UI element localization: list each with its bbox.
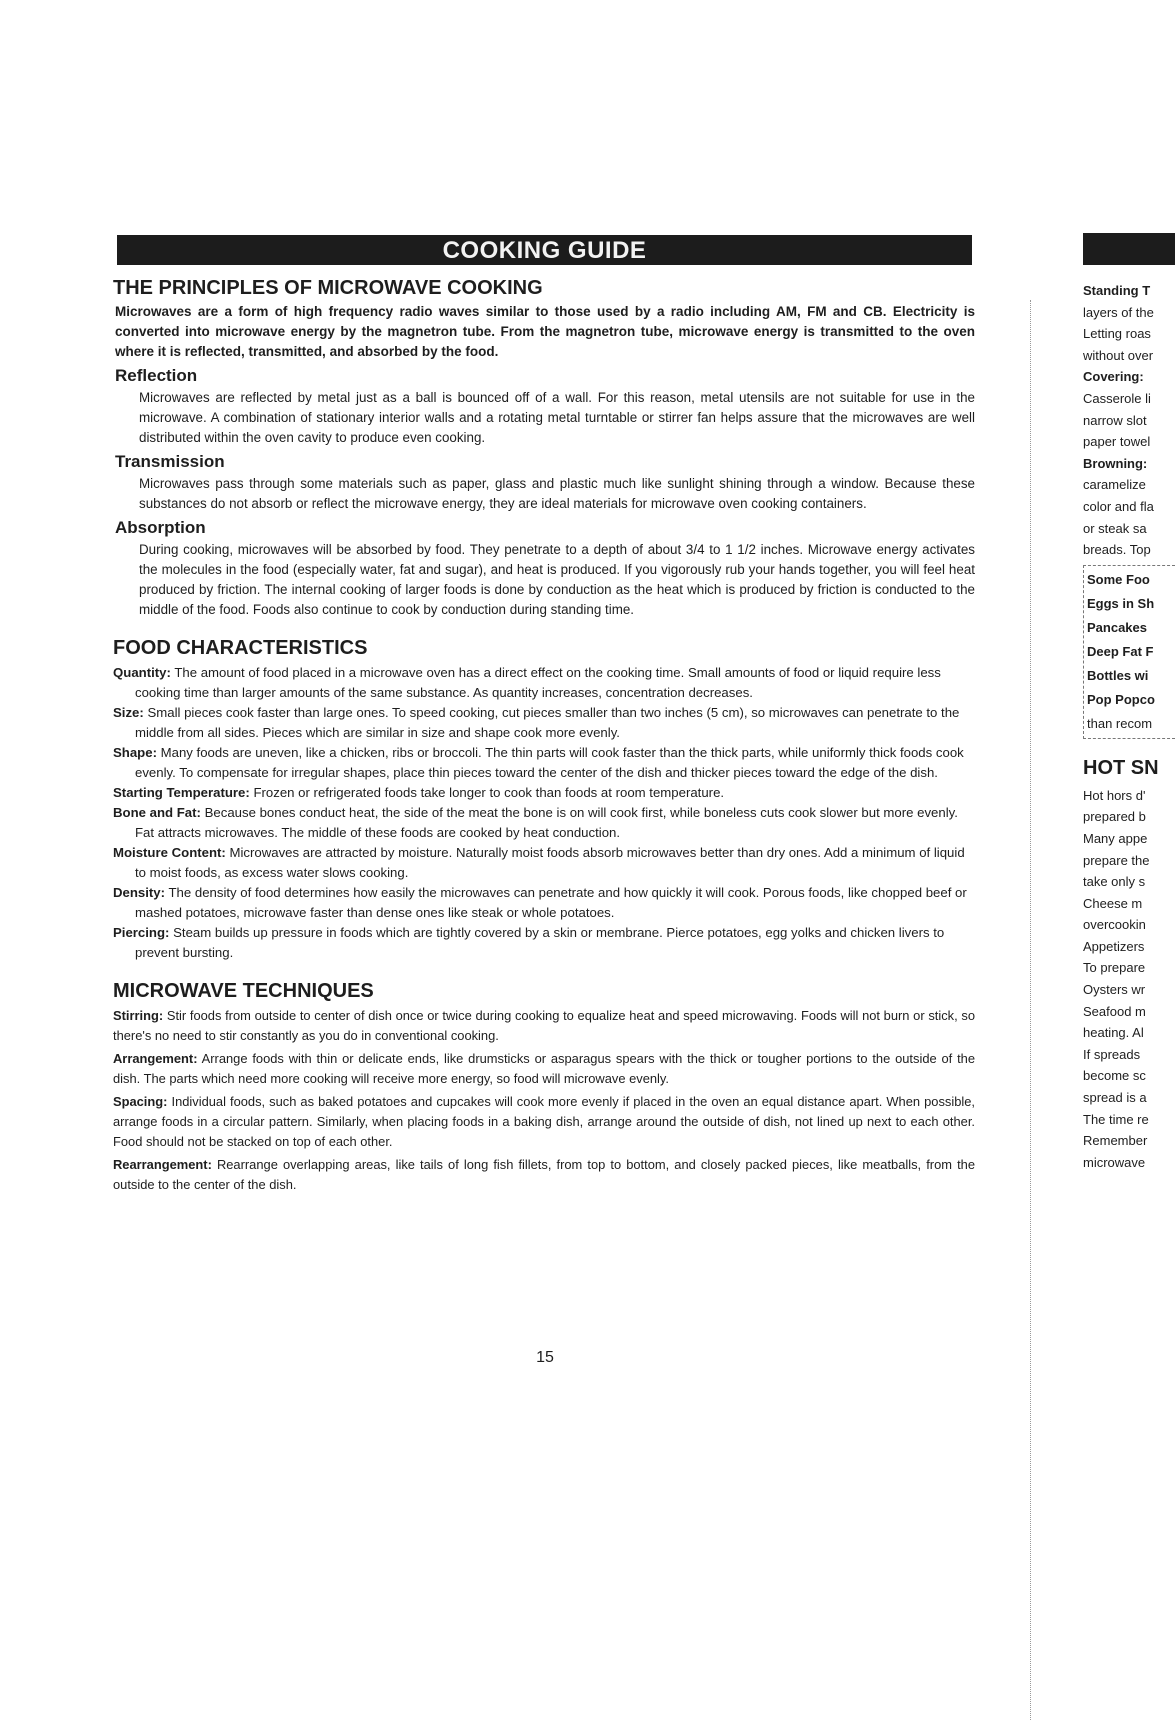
technique-spacing [113,1092,975,1152]
food-item-label: Piercing: [113,925,170,940]
main-content [113,276,975,1195]
side-box-line: Deep Fat F [1087,643,1154,659]
side-box-line: than recom [1087,715,1153,731]
side-line: become sc [1083,1068,1146,1084]
side-line: Casserole li [1083,390,1151,406]
food-item-label: Density: [113,885,166,900]
food-item-quantity [113,663,975,703]
technique-text: Individual foods, such as baked potatoes and cupcakes will cook more evenly if placed in the oven an equal distance apart. When possible, arrange foods in a circular pattern. Similarly, when placing foods in a baking dish, arrange around the outside of dish, not lined up next to each other. Food should not be stacked on top of each other. [113,1094,975,1149]
side-line: prepare the [1083,852,1150,868]
side-warning-box [1083,565,1175,739]
side-box-line: Pop Popco [1087,691,1155,707]
absorption-title: Absorption [115,518,206,537]
side-line: Standing T [1083,283,1151,298]
side-line: layers of the [1083,304,1154,320]
transmission-text: Microwaves pass through some materials such as paper, glass and plastic much like sunlight shining through a window. Because these substances do not absorb or reflect the microwave energy, they are ideal materials for microwave oven cooking containers. [139,476,975,511]
side-box-line: Some Foo [1087,571,1150,587]
technique-arrangement [113,1049,975,1089]
side-line: Letting roas [1083,326,1151,342]
next-page-fragment [1083,280,1175,1173]
side-line: microwave [1083,1154,1146,1170]
technique-rearrangement [113,1155,975,1195]
food-item-text: Because bones conduct heat, the side of the meat the bone is on will cook first, while boneless cuts cook slower but more evenly. Fat attracts microwaves. The middle of these foods are cooked by heat conduction. [135,805,958,840]
side-line: color and fla [1083,498,1154,514]
page-number: 15 [536,1349,554,1366]
side-box-line: Pancakes [1087,619,1147,635]
side-line: breads. Top [1083,542,1151,558]
food-item-piercing [113,923,975,963]
side-line: Hot hors d' [1083,787,1146,803]
side-line: Seafood m [1083,1003,1146,1019]
technique-text: Stir foods from outside to center of dish once or twice during cooking to equalize heat and speed microwaving. Foods will not burn or stick, so there's no need to stir constantly as you do in conventional cooking. [113,1008,975,1043]
food-item-label: Bone and Fat: [113,805,201,820]
side-line: heating. Al [1083,1025,1144,1041]
section-banner [117,235,972,265]
side-line: paper towel [1083,434,1151,450]
side-line: Covering: [1083,369,1144,385]
side-line: caramelize [1083,477,1146,493]
food-item-label: Quantity: [113,665,171,680]
food-item-text: Microwaves are attracted by moisture. Naturally moist foods absorb microwaves better than dry ones. Add a minimum of liquid to moist foods, as excess water slows cooking. [135,845,965,880]
technique-text: Arrange foods with thin or delicate ends, like drumsticks or asparagus spears with the thick or tougher portions to the outside of the dish. The parts which need more cooking will receive more energy, so food will microwave evenly. [113,1051,975,1086]
technique-label: Spacing: [113,1094,168,1109]
food-item-size [113,703,975,743]
food-item-label: Starting Temperature: [113,785,250,800]
food-item-density [113,883,975,923]
side-box-line: Eggs in Sh [1087,595,1155,611]
principles-title: THE PRINCIPLES OF MICROWAVE COOKING [113,277,543,299]
food-characteristics-title: FOOD CHARACTERISTICS [113,637,368,659]
side-line: take only s [1083,874,1146,890]
page-gutter-divider [1030,300,1032,1720]
food-item-text: Steam builds up pressure in foods which are tightly covered by a skin or membrane. Pierce potatoes, egg yolks and chicken livers to prevent bursting. [135,925,945,960]
reflection-title: Reflection [115,366,198,385]
technique-label: Stirring: [113,1008,164,1023]
side-line: spread is a [1083,1090,1147,1106]
side-line: narrow slot [1083,412,1147,428]
side-line: prepared b [1083,809,1146,825]
food-item-moisture-content [113,843,975,883]
food-item-text: Small pieces cook faster than large ones. To speed cooking, cut pieces smaller than two inches (5 cm), so microwaves can penetrate to the middle from all sides. Pieces which are similar in size and shape cook more evenly. [135,705,960,740]
food-item-starting-temperature [113,783,975,803]
reflection-text: Microwaves are reflected by metal just as a ball is bounced off of a wall. For this reason, metal utensils are not suitable for use in the microwave. A combination of stationary interior walls and a rotating metal turntable or stirrer fan helps assure that the microwaves are well distributed within the oven cavity to produce even cooking. [139,390,975,445]
food-item-text: The amount of food placed in a microwave oven has a direct effect on the cooking time. Small amounts of food or liquid require less cooking time than larger amounts of the same substance. As quantity increases, concentration decreases. [135,665,941,700]
next-page-banner [1083,233,1175,265]
side-line: To prepare [1083,960,1146,976]
side-line: or steak sa [1083,520,1147,536]
side-line: Oysters wr [1083,982,1146,998]
food-item-shape [113,743,975,783]
technique-label: Rearrangement: [113,1157,212,1172]
microwave-techniques-title: MICROWAVE TECHNIQUES [113,980,374,1002]
side-line: without over [1083,347,1154,363]
food-item-text: Many foods are uneven, like a chicken, ribs or broccoli. The thin parts will cook faster than the thick parts, while uniformly thick foods cook evenly. To compensate for irregular shapes, place thin pieces toward the center of the dish and thicker pieces toward the edge of the dish. [135,745,964,780]
side-line: If spreads [1083,1046,1141,1062]
food-item-bone-and-fat [113,803,975,843]
food-item-label: Shape: [113,745,157,760]
side-line: Cheese m [1083,895,1143,911]
food-item-text: Frozen or refrigerated foods take longer to cook than foods at room temperature. [253,785,725,800]
food-characteristics-list [113,663,975,963]
side-line: Many appe [1083,830,1148,846]
food-item-label: Moisture Content: [113,845,226,860]
technique-text: Rearrange overlapping areas, like tails of long fish fillets, from top to bottom, and closely packed pieces, like meatballs, from the outside to the center of the dish. [113,1157,975,1192]
technique-label: Arrangement: [113,1051,198,1066]
side-line: overcookin [1083,917,1146,933]
transmission-title: Transmission [115,452,225,471]
side-box-line: Bottles wi [1087,667,1149,683]
principles-intro: Microwaves are a form of high frequency radio waves similar to those used by a radio including AM, FM and CB. Electricity is converted into microwave energy by the magnetron tube. From the magnetron tube, microwave energy is transmitted to the oven where it is reflected, transmitted, and absorbed by the food. [115,304,975,359]
side-hot-title: HOT SN [1083,756,1159,779]
food-item-label: Size: [113,705,144,720]
side-line: Remember [1083,1133,1148,1149]
absorption-text: During cooking, microwaves will be absorbed by food. They penetrate to a depth of about 3/4 to 1 1/2 inches. Microwave energy activates the molecules in the food (especially water, fat and sugar), and heat is produced. If you vigorously rub your hands together, you will feel heat produced by friction. The internal cooking of larger foods is done by conduction as the heat which is produced by friction is conducted to the middle of the food. Foods also continue to cook by conduction during standing time. [139,542,975,617]
side-line: Browning: [1083,455,1148,471]
side-line: Appetizers [1083,938,1145,954]
food-item-text: The density of food determines how easily the microwaves can penetrate and how quickly it will cook. Porous foods, like chopped beef or mashed potatoes, microwave faster than dense ones like steak or whole potatoes. [135,885,967,920]
technique-stirring [113,1006,975,1046]
banner-title: COOKING GUIDE [442,237,647,264]
techniques-list [113,1006,975,1195]
side-line: The time re [1083,1111,1149,1127]
